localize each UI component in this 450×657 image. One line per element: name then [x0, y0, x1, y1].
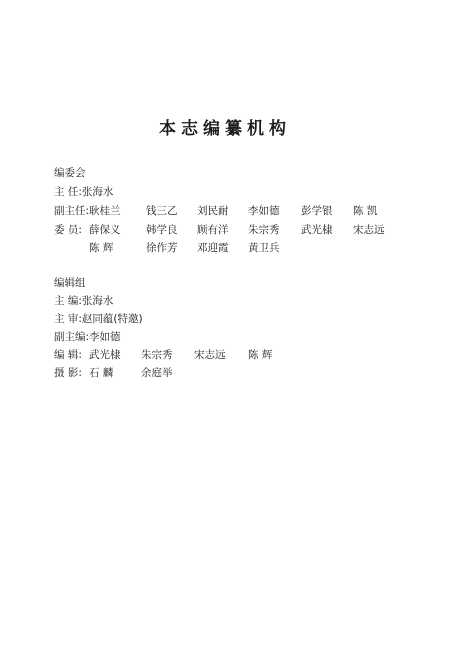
committee-members-row-2 — [54, 242, 414, 255]
chief-editor-name: 张海水 — [81, 295, 114, 307]
deputy-name: 李如德 — [248, 205, 280, 217]
editors-row — [54, 349, 354, 362]
chief-editor-row — [54, 295, 113, 308]
photographer-name: 余庭举 — [141, 367, 173, 379]
photographer-name: 石 麟 — [89, 367, 114, 379]
director-label: 主 任: — [54, 186, 82, 198]
chief-reviewer-row — [54, 313, 143, 326]
committee-director-row — [54, 186, 414, 199]
member-name: 黄卫兵 — [248, 242, 280, 254]
member-name: 顾有洋 — [197, 224, 229, 236]
deputy-label: 副主任: — [54, 205, 90, 217]
deputy-name: 耿桂兰 — [89, 205, 121, 217]
editors-label: 编 辑: — [54, 349, 82, 361]
members-label: 委 员: — [54, 224, 82, 236]
deputy-editor-name: 李如德 — [89, 331, 121, 343]
committee-members-row — [54, 224, 414, 237]
member-name: 武光棣 — [301, 224, 333, 236]
editor-name: 宋志远 — [194, 349, 226, 361]
member-name: 宋志远 — [353, 224, 385, 236]
member-name: 陈 辉 — [89, 242, 114, 254]
chief-reviewer-label: 主 审: — [54, 313, 82, 325]
chief-editor-label: 主 编: — [54, 295, 82, 307]
editor-name: 陈 辉 — [248, 349, 273, 361]
member-name: 朱宗秀 — [248, 224, 280, 236]
photography-row — [54, 367, 354, 380]
deputy-name: 陈 凯 — [353, 205, 378, 217]
member-name: 徐作芳 — [146, 242, 178, 254]
committee-heading: 编委会 — [54, 167, 86, 179]
committee-deputy-row — [54, 205, 414, 218]
deputy-editor-row — [54, 331, 121, 344]
photography-label: 摄 影: — [54, 367, 82, 379]
page-title: 本志编纂机构 — [159, 119, 291, 139]
editor-name: 武光棣 — [89, 349, 121, 361]
member-name: 薛保义 — [89, 224, 121, 236]
deputy-name: 钱三乙 — [146, 205, 178, 217]
deputy-name: 彭学银 — [301, 205, 333, 217]
editor-name: 朱宗秀 — [141, 349, 173, 361]
deputy-name: 刘民耐 — [197, 205, 229, 217]
member-name: 邓迎霞 — [197, 242, 229, 254]
chief-reviewer-name: 赵同蕴(特邀) — [81, 313, 143, 325]
director-name: 张海水 — [81, 186, 114, 198]
editorial-heading: 编辑组 — [54, 277, 86, 289]
deputy-editor-label: 副主编: — [54, 331, 90, 343]
member-name: 韩学良 — [146, 224, 178, 236]
